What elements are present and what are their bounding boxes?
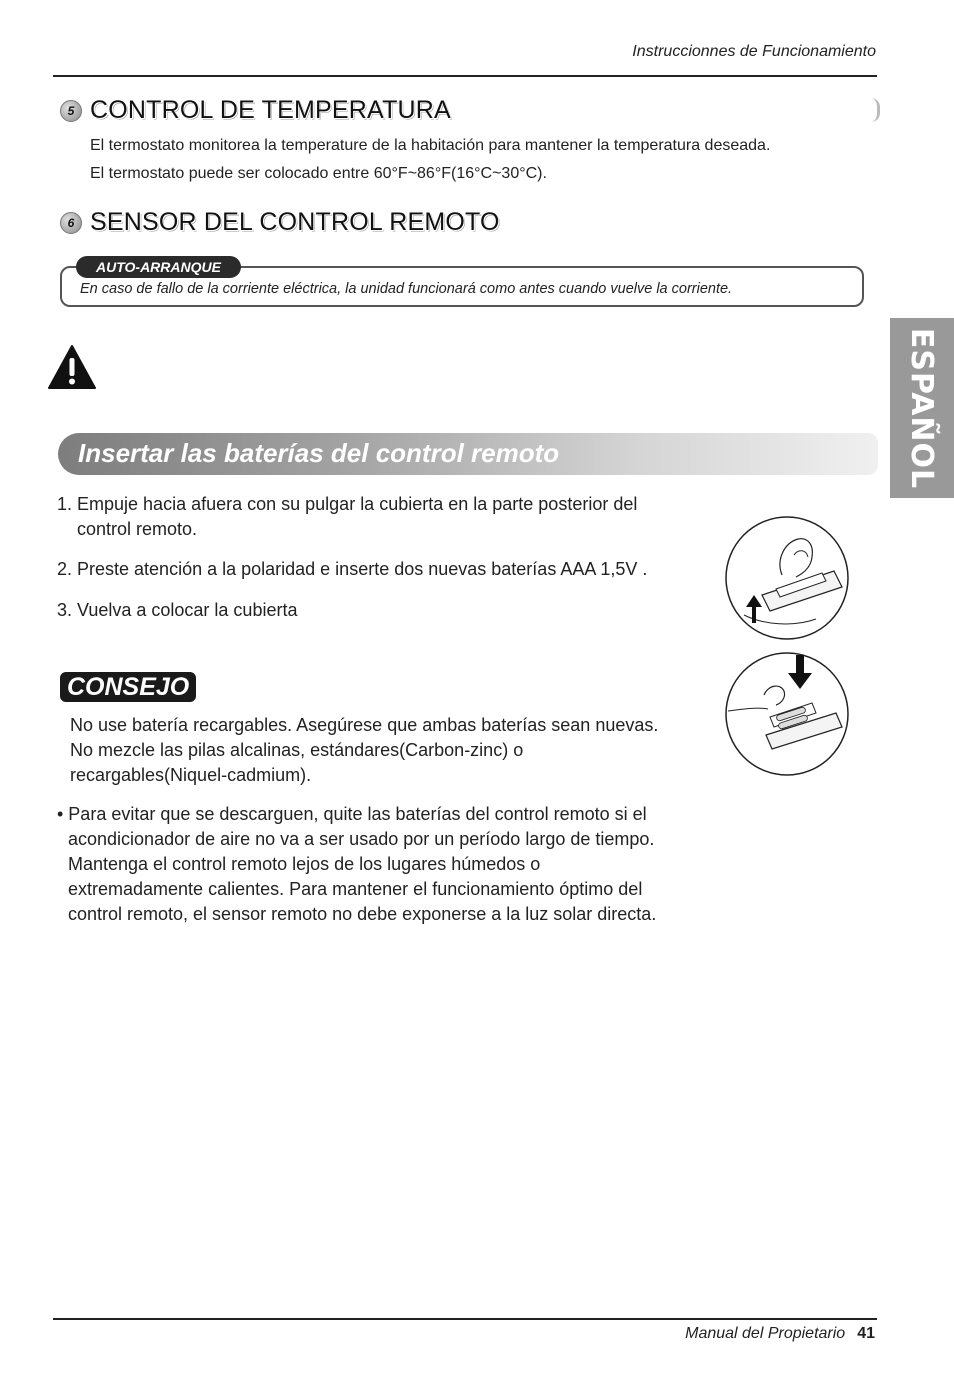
step-text-continued: control remoto.: [77, 519, 198, 539]
running-header: Instruccionnes de Funcionamiento: [632, 43, 876, 60]
language-tab: [890, 318, 954, 498]
section-number-badge: 5: [60, 100, 82, 122]
paragraph: El termostato monitorea la temperature de la habitación para mantener la temperatura deseada.: [90, 137, 771, 154]
bullet-line: Mantenga el control remoto lejos de los lugares húmedos o: [68, 854, 541, 874]
footer: [685, 1325, 875, 1343]
section-6-heading: [60, 208, 500, 237]
heading-bracket: [871, 98, 880, 122]
footer-rule: [53, 1318, 877, 1320]
language-tab-label: ESPAÑOL: [904, 327, 940, 489]
section-title: SENSOR DEL CONTROL REMOTO: [90, 208, 500, 236]
tip-line: recargables(Niquel-cadmium).: [70, 765, 312, 785]
page-number: 41: [857, 1325, 875, 1342]
bullet-line: extremadamente calientes. Para mantener el funcionamiento óptimo del: [68, 879, 643, 899]
bullet-line: acondicionador de aire no va a ser usado por un período largo de tiempo.: [68, 829, 655, 849]
bullet-line: control remoto, el sensor remoto no debe exponerse a la luz solar directa.: [68, 904, 657, 924]
remove-cover-illustration: [724, 515, 850, 641]
section-number-badge: 6: [60, 212, 82, 234]
insert-batteries-illustration: [724, 651, 850, 777]
section-5-heading: [60, 96, 451, 125]
step-text: 3. Vuelva a colocar la cubierta: [57, 600, 298, 620]
bullet-line: • Para evitar que se descarguen, quite las baterías del control remoto si el: [57, 804, 647, 824]
header-rule: [53, 75, 877, 77]
step-item: [57, 598, 297, 623]
note-tag: AUTO-ARRANQUE: [76, 256, 241, 278]
section-title: CONTROL DE TEMPERATURA: [90, 96, 451, 124]
note-text: En caso de fallo de la corriente eléctrica, la unidad funcionará como antes cuando vuelve la corriente.: [80, 281, 733, 297]
tip-text: [70, 713, 658, 788]
bullet-paragraph: [57, 802, 656, 927]
step-item: [57, 492, 637, 542]
banner-title: Insertar las baterías del control remoto: [78, 438, 560, 468]
tip-line: No mezcle las pilas alcalinas, estándares(Carbon-zinc) o: [70, 740, 524, 760]
step-item: [57, 557, 647, 582]
paragraph: El termostato puede ser colocado entre 60°F~86°F(16°C~30°C).: [90, 165, 547, 182]
step-text: 1. Empuje hacia afuera con su pulgar la cubierta en la parte posterior del: [57, 494, 638, 514]
warning-triangle-icon: [47, 344, 97, 390]
tip-tag: CONSEJO: [60, 672, 196, 702]
tip-line: No use batería recargables. Asegúrese que ambas baterías sean nuevas.: [70, 715, 659, 735]
step-text: 2. Preste atención a la polaridad e inserte dos nuevas baterías AAA 1,5V .: [57, 559, 648, 579]
footer-label: Manual del Propietario: [685, 1325, 846, 1342]
